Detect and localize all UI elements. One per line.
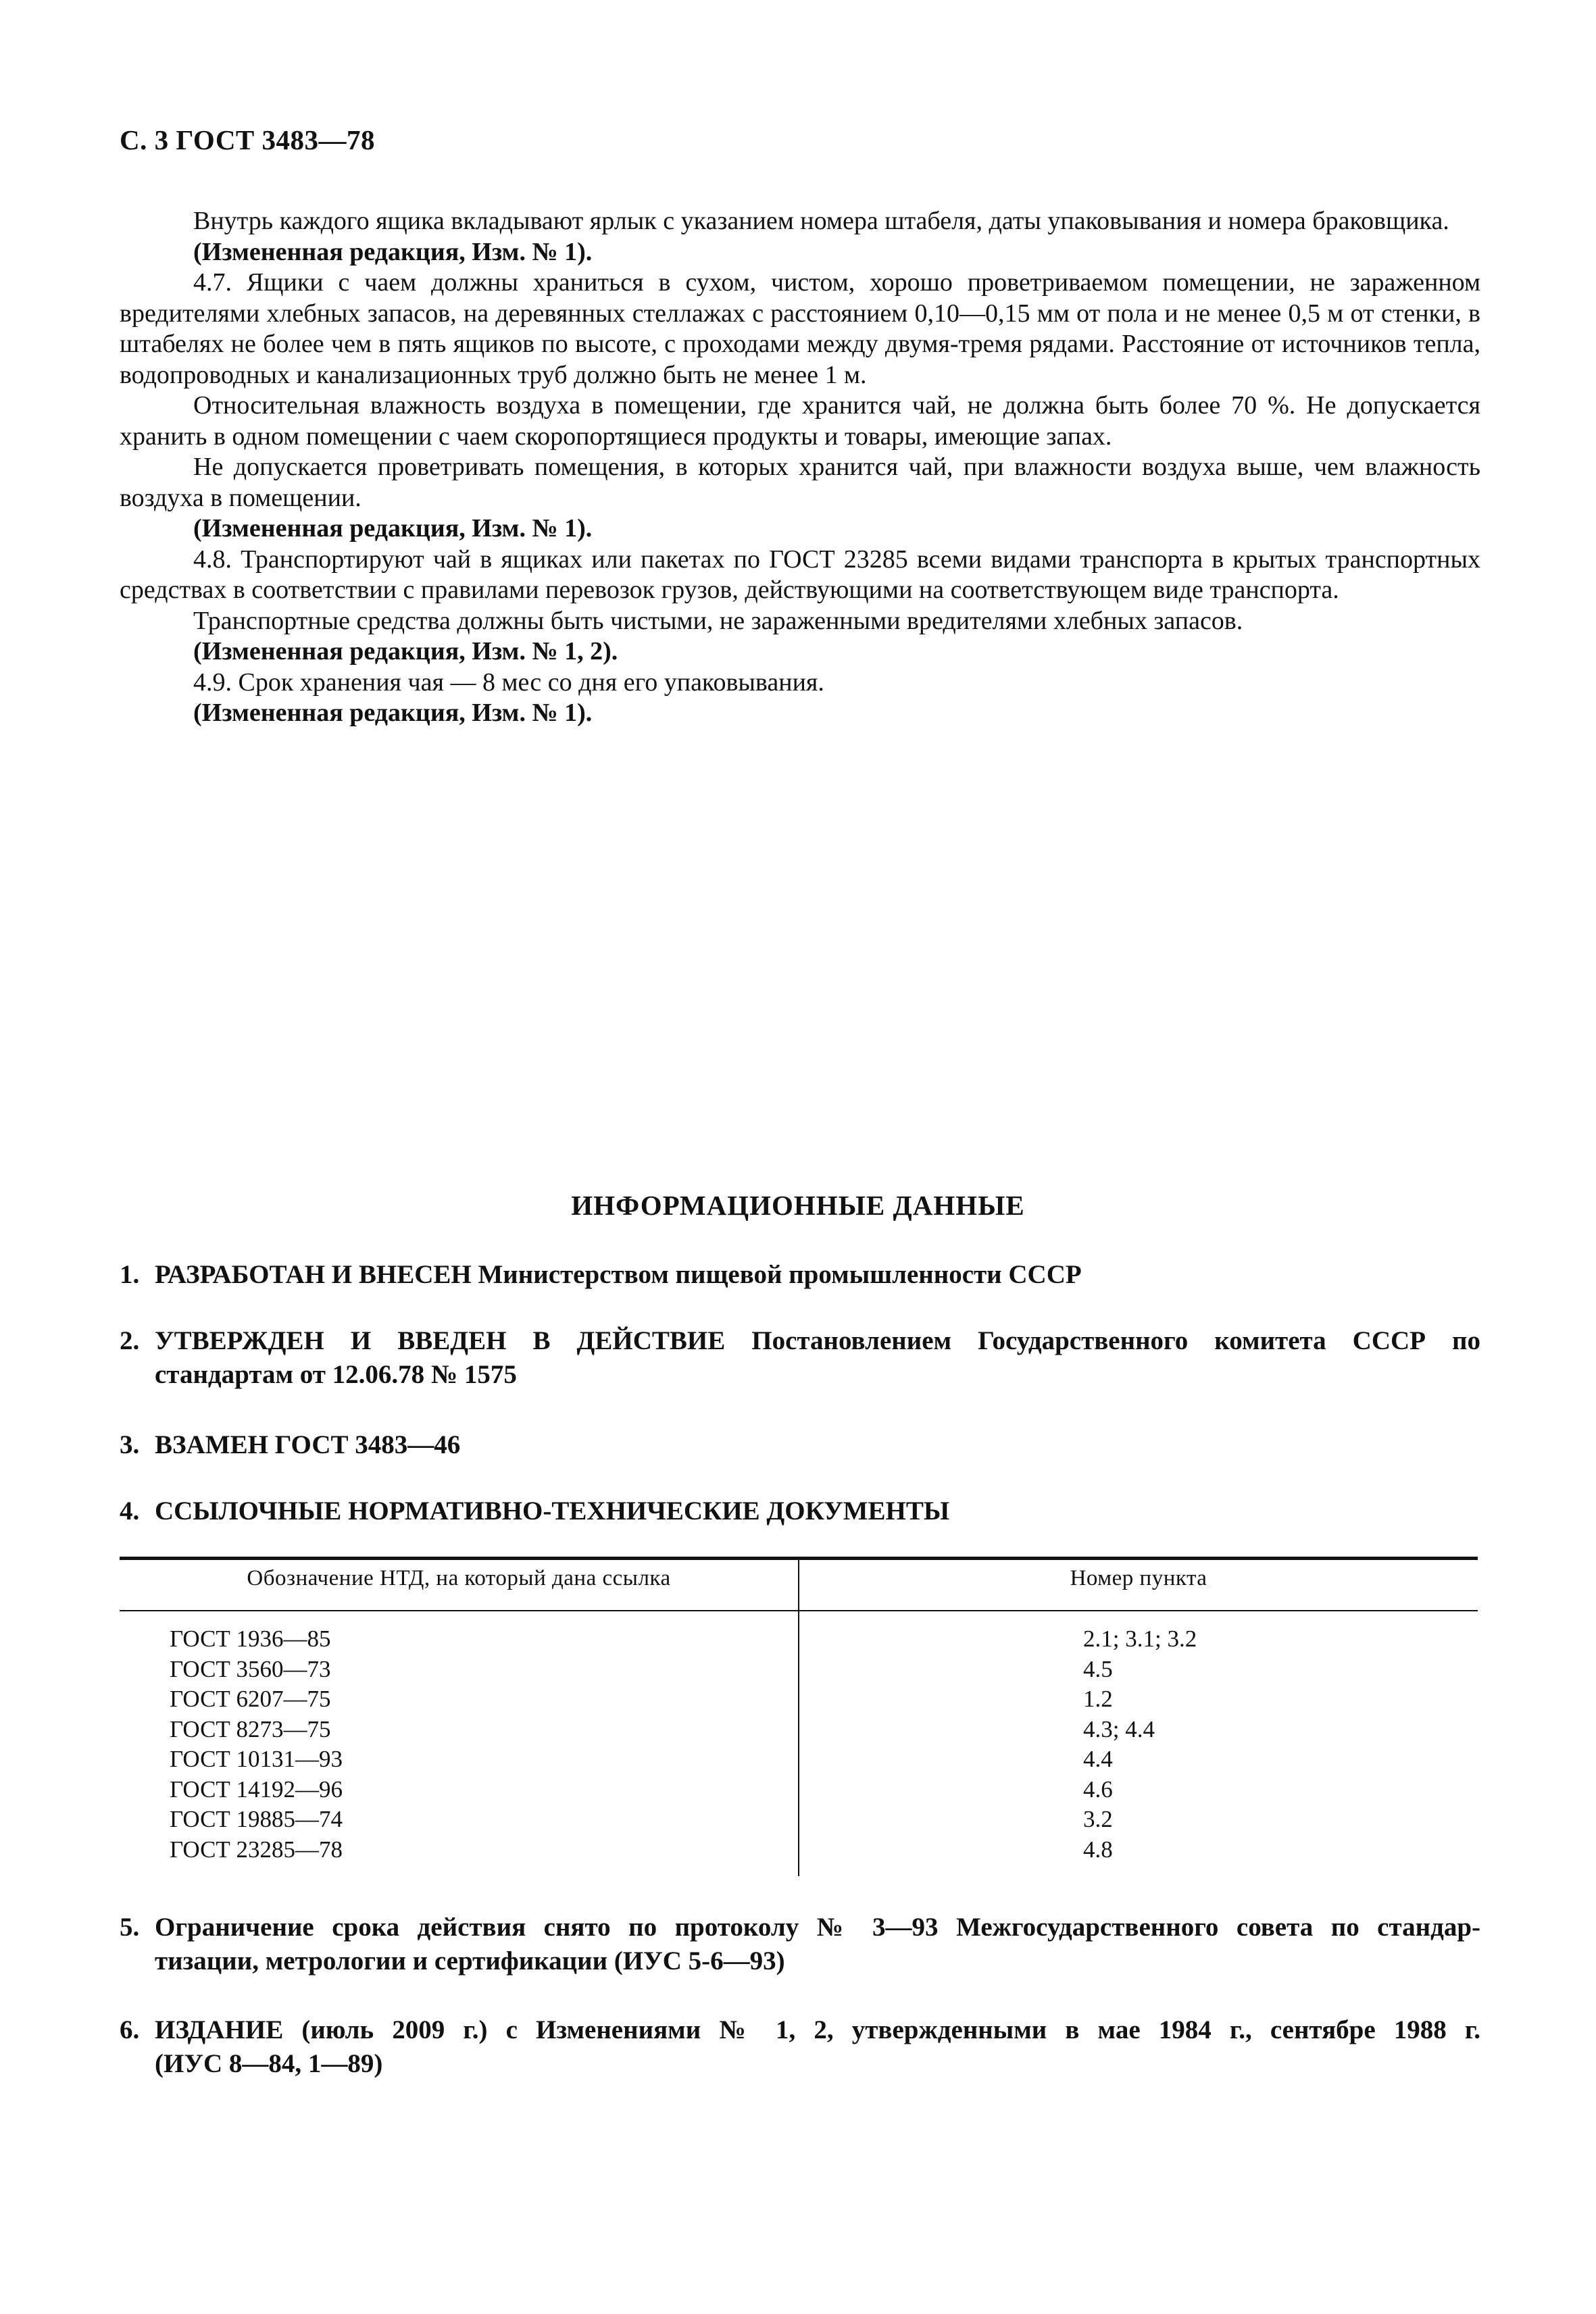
table-cell-document: ГОСТ 23285—78 — [170, 1836, 343, 1863]
info-item-text: стандартам от 12.06.78 № 1575 — [155, 1360, 517, 1389]
table-cell-clause: 4.6 — [1083, 1776, 1113, 1803]
info-item-text: Ограничение срока действия снято по протоколу № 3—93 Межгосударственного совета по стандар- — [155, 1913, 1480, 1942]
paragraph-4-9: 4.9. Срок хранения чая — 8 мес со дня его упаковывания. — [193, 668, 824, 697]
table-cell-clause: 4.3; 4.4 — [1083, 1715, 1155, 1742]
info-item-text: РАЗРАБОТАН И ВНЕСЕН Министерством пищевой промышленности СССР — [155, 1260, 1082, 1289]
info-item-5 — [120, 1911, 1480, 1978]
amendment-note: (Измененная редакция, Изм. № 1). — [193, 699, 593, 727]
table-column-clauses — [1083, 1624, 1197, 1865]
table-cell-clause: 4.5 — [1083, 1655, 1113, 1682]
table-cell-document: ГОСТ 3560—73 — [170, 1655, 331, 1682]
info-item-line — [120, 2013, 1480, 2047]
info-item-2 — [120, 1324, 1480, 1392]
table-cell-document: ГОСТ 8273—75 — [170, 1715, 331, 1742]
table-cell-clause: 1.2 — [1083, 1686, 1113, 1712]
info-item-3 — [120, 1428, 1480, 1462]
info-item-number: 5. — [120, 1913, 140, 1942]
info-item-number: 3. — [120, 1430, 140, 1459]
info-item-number: 4. — [120, 1496, 140, 1526]
paragraph-4-8: 4.8. Транспортируют чай в ящиках или пакетах по ГОСТ 23285 всеми видами транспорта в крытых транспортных средствах в соответствии с правилами перевозок грузов, действующими на соответствующем виде транспорта. — [120, 545, 1480, 604]
table-header-clause: Номер пункта — [1070, 1566, 1207, 1590]
info-section-title: ИНФОРМАЦИОННЫЕ ДАННЫЕ — [571, 1190, 1025, 1221]
paragraph: Относительная влажность воздуха в помещении, где хранится чай, не должна быть более 70 %. Не допускается хранить в одном помещении с чаем скоропортящиеся продукты и товары, имеющие запах. — [120, 391, 1480, 451]
info-item-text: тизации, метрологии и сертификации (ИУС 5-6—93) — [155, 1946, 785, 1976]
info-item-text: (ИУС 8—84, 1—89) — [155, 2049, 383, 2078]
body-text — [120, 206, 1480, 729]
info-item-line — [120, 1324, 1480, 1358]
amendment-note: (Измененная редакция, Изм. № 1, 2). — [193, 637, 618, 665]
table-cell-clause: 4.4 — [1083, 1746, 1113, 1772]
info-item-text: ВЗАМЕН ГОСТ 3483—46 — [155, 1430, 461, 1459]
table-column-documents — [170, 1624, 343, 1865]
paragraph: Транспортные средства должны быть чистыми, не зараженными вредителями хлебных запасов. — [193, 606, 1243, 635]
reference-documents-table — [120, 1557, 1478, 1876]
info-item-text: ССЫЛОЧНЫЕ НОРМАТИВНО-ТЕХНИЧЕСКИЕ ДОКУМЕНТЫ — [155, 1496, 950, 1526]
info-item-line — [120, 1911, 1480, 1944]
info-item-text: ИЗДАНИЕ (июль 2009 г.) с Изменениями № 1, 2, утвержденными в мае 1984 г., сентябре 1988 г. — [155, 2015, 1480, 2044]
info-item-number: 2. — [120, 1326, 140, 1355]
table-cell-document: ГОСТ 1936—85 — [170, 1626, 331, 1652]
table-cell-document: ГОСТ 14192—96 — [170, 1776, 343, 1803]
paragraph-4-7: 4.7. Ящики с чаем должны храниться в сухом, чистом, хорошо проветриваемом помещении, не зараженном вредителями хлебных запасов, на деревянных стеллажах с расстоянием 0,10—0,15 мм от пола и не менее 0,5 м от стенки, в штабелях не более чем в пять ящиков по высоте, с проходами между двумя-тремя рядами. Расстояние от источников тепла, водопроводных и канализационных труб должно быть не менее 1 м. — [120, 268, 1480, 389]
table-cell-document: ГОСТ 19885—74 — [170, 1806, 343, 1832]
info-item-4 — [120, 1494, 1480, 1528]
table-cell-document: ГОСТ 6207—75 — [170, 1686, 331, 1712]
info-item-6 — [120, 2013, 1480, 2081]
info-item-1 — [120, 1258, 1480, 1292]
info-item-number: 1. — [120, 1260, 140, 1289]
info-item-text: УТВЕРЖДЕН И ВВЕДЕН В ДЕЙСТВИЕ Постановлением Государственного комитета СССР по — [155, 1326, 1480, 1355]
table-column-divider — [798, 1557, 799, 1876]
page-header: С. 3 ГОСТ 3483—78 — [120, 124, 376, 155]
table-header-document: Обозначение НТД, на который дана ссылка — [247, 1566, 671, 1590]
paragraph: Не допускается проветривать помещения, в которых хранится чай, при влажности воздуха выше, чем влажность воздуха в помещении. — [120, 453, 1480, 512]
amendment-note: (Измененная редакция, Изм. № 1). — [193, 514, 593, 543]
table-cell-document: ГОСТ 10131—93 — [170, 1746, 343, 1772]
paragraph: Внутрь каждого ящика вкладывают ярлык с указанием номера штабеля, даты упаковывания и номера браковщика. — [193, 207, 1449, 235]
amendment-note: (Измененная редакция, Изм. № 1). — [193, 237, 593, 266]
table-cell-clause: 2.1; 3.1; 3.2 — [1083, 1626, 1197, 1652]
info-item-number: 6. — [120, 2015, 140, 2044]
table-cell-clause: 4.8 — [1083, 1836, 1113, 1863]
table-cell-clause: 3.2 — [1083, 1806, 1113, 1832]
